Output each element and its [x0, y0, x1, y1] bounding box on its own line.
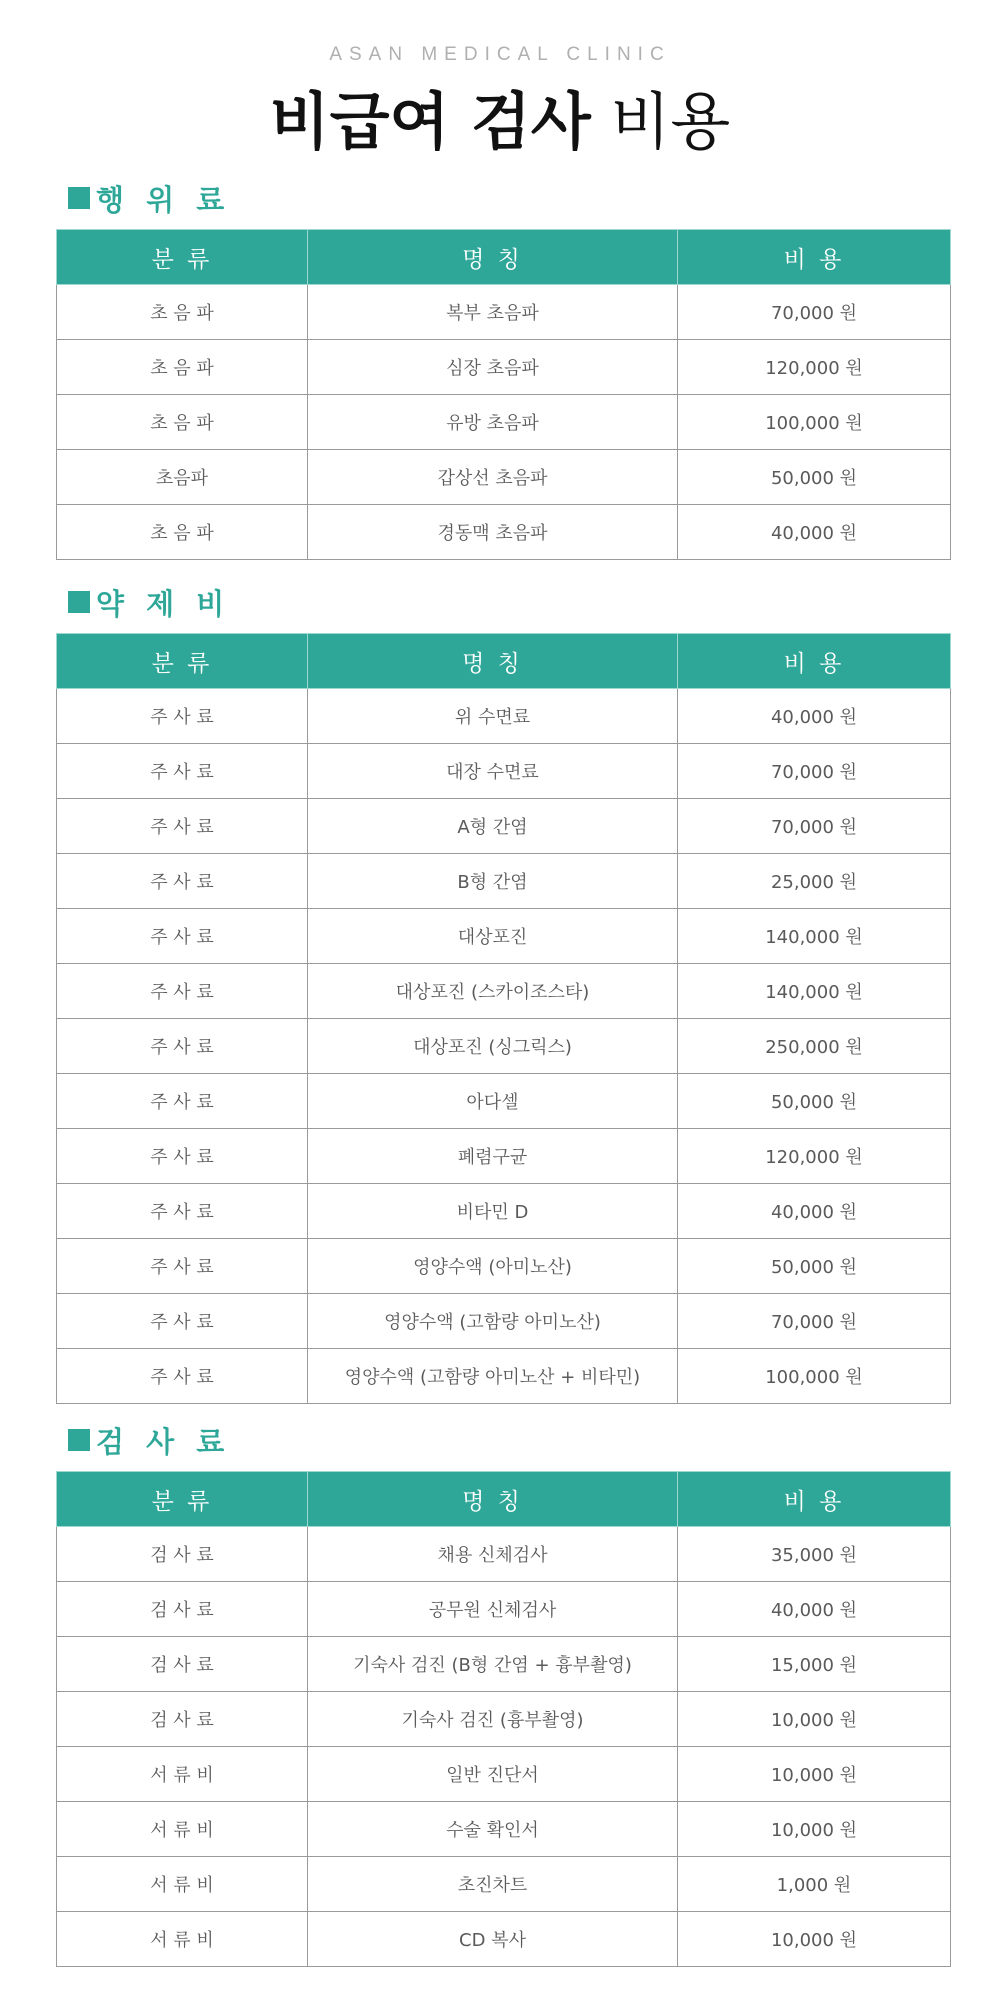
cell-category: 검 사 료: [57, 1692, 308, 1747]
table-header-row: [57, 1472, 951, 1527]
table-row: [57, 744, 951, 799]
cell-category: 주 사 료: [57, 1019, 308, 1074]
cell-price: 250,000 원: [678, 1019, 951, 1074]
cell-price: 1,000 원: [678, 1857, 951, 1912]
cell-category: 서 류 비: [57, 1802, 308, 1857]
header-name: 명 칭: [308, 1472, 678, 1527]
cell-name: 대상포진 (스카이조스타): [308, 964, 678, 1019]
cell-price: 10,000 원: [678, 1692, 951, 1747]
cell-price: 50,000 원: [678, 1239, 951, 1294]
cell-name: 대상포진: [308, 909, 678, 964]
section-title: 약 제 비: [96, 586, 231, 621]
cell-name: 기숙사 검진 (B형 간염 + 흉부촬영): [308, 1637, 678, 1692]
table-row: [57, 964, 951, 1019]
header-price: 비 용: [678, 230, 951, 285]
table-row: [57, 1019, 951, 1074]
cell-price: 40,000 원: [678, 1184, 951, 1239]
price-table: [56, 633, 951, 1404]
cell-category: 주 사 료: [57, 1129, 308, 1184]
cell-price: 15,000 원: [678, 1637, 951, 1692]
cell-name: 초진차트: [308, 1857, 678, 1912]
cell-price: 10,000 원: [678, 1802, 951, 1857]
cell-name: 기숙사 검진 (흉부촬영): [308, 1692, 678, 1747]
cell-name: 대장 수면료: [308, 744, 678, 799]
table-row: [57, 1527, 951, 1582]
cell-category: 주 사 료: [57, 1349, 308, 1404]
cell-price: 40,000 원: [678, 689, 951, 744]
cell-name: CD 복사: [308, 1912, 678, 1967]
cell-category: 주 사 료: [57, 689, 308, 744]
table-row: [57, 340, 951, 395]
cell-category: 서 류 비: [57, 1747, 308, 1802]
cell-price: 40,000 원: [678, 505, 951, 560]
table-body: [57, 689, 951, 1404]
table-row: [57, 285, 951, 340]
section-exam-fees: [56, 1420, 950, 1967]
cell-name: 심장 초음파: [308, 340, 678, 395]
table-header-row: [57, 634, 951, 689]
section-procedure-fees: [56, 178, 950, 560]
header-price: 비 용: [678, 634, 951, 689]
cell-price: 40,000 원: [678, 1582, 951, 1637]
square-bullet-icon: [68, 591, 90, 613]
cell-name: 위 수면료: [308, 689, 678, 744]
brand-name: ASAN MEDICAL CLINIC: [329, 44, 671, 65]
cell-name: 일반 진단서: [308, 1747, 678, 1802]
cell-category: 초 음 파: [57, 285, 308, 340]
cell-category: 주 사 료: [57, 909, 308, 964]
price-table: [56, 1471, 951, 1967]
table-row: [57, 799, 951, 854]
header-category: 분 류: [57, 1472, 308, 1527]
cell-price: 50,000 원: [678, 450, 951, 505]
section-header: [56, 1420, 950, 1460]
header-price: 비 용: [678, 1472, 951, 1527]
cell-category: 검 사 료: [57, 1527, 308, 1582]
table-row: [57, 1912, 951, 1967]
cell-price: 70,000 원: [678, 285, 951, 340]
cell-name: 갑상선 초음파: [308, 450, 678, 505]
cell-name: 아다셀: [308, 1074, 678, 1129]
cell-name: 공무원 신체검사: [308, 1582, 678, 1637]
cell-price: 140,000 원: [678, 964, 951, 1019]
cell-name: 복부 초음파: [308, 285, 678, 340]
section-drug-fees: [56, 582, 950, 1404]
square-bullet-icon: [68, 1429, 90, 1451]
table-row: [57, 1349, 951, 1404]
table-row: [57, 1074, 951, 1129]
cell-name: B형 간염: [308, 854, 678, 909]
table-row: [57, 1637, 951, 1692]
square-bullet-icon: [68, 187, 90, 209]
section-title: 행 위 료: [96, 182, 231, 217]
table-body: [57, 1527, 951, 1967]
section-header: [56, 582, 950, 622]
cell-price: 120,000 원: [678, 340, 951, 395]
table-row: [57, 1184, 951, 1239]
cell-price: 140,000 원: [678, 909, 951, 964]
table-row: [57, 1294, 951, 1349]
cell-name: 비타민 D: [308, 1184, 678, 1239]
section-header: [56, 178, 950, 218]
cell-name: 대상포진 (싱그릭스): [308, 1019, 678, 1074]
cell-price: 70,000 원: [678, 1294, 951, 1349]
cell-category: 검 사 료: [57, 1637, 308, 1692]
cell-price: 10,000 원: [678, 1747, 951, 1802]
cell-price: 120,000 원: [678, 1129, 951, 1184]
cell-category: 서 류 비: [57, 1857, 308, 1912]
cell-name: 채용 신체검사: [308, 1527, 678, 1582]
cell-category: 초음파: [57, 450, 308, 505]
table-row: [57, 1857, 951, 1912]
cell-price: 100,000 원: [678, 1349, 951, 1404]
cell-name: 영양수액 (아미노산): [308, 1239, 678, 1294]
cell-price: 100,000 원: [678, 395, 951, 450]
header-category: 분 류: [57, 230, 308, 285]
header-category: 분 류: [57, 634, 308, 689]
table-row: [57, 1239, 951, 1294]
cell-category: 주 사 료: [57, 964, 308, 1019]
table-header-row: [57, 230, 951, 285]
page-title: [0, 82, 1000, 162]
cell-category: 주 사 료: [57, 744, 308, 799]
cell-price: 25,000 원: [678, 854, 951, 909]
cell-category: 초 음 파: [57, 395, 308, 450]
table-row: [57, 854, 951, 909]
title-bold: 비급여 검사: [269, 85, 591, 158]
price-table: [56, 229, 951, 560]
cell-name: 수술 확인서: [308, 1802, 678, 1857]
cell-price: 35,000 원: [678, 1527, 951, 1582]
header-name: 명 칭: [308, 230, 678, 285]
cell-price: 70,000 원: [678, 799, 951, 854]
cell-name: 유방 초음파: [308, 395, 678, 450]
table-row: [57, 1692, 951, 1747]
cell-name: 폐렴구균: [308, 1129, 678, 1184]
table-body: [57, 285, 951, 560]
cell-name: A형 간염: [308, 799, 678, 854]
table-row: [57, 505, 951, 560]
cell-category: 주 사 료: [57, 1294, 308, 1349]
table-row: [57, 395, 951, 450]
cell-category: 검 사 료: [57, 1582, 308, 1637]
table-row: [57, 1802, 951, 1857]
table-row: [57, 450, 951, 505]
cell-category: 주 사 료: [57, 1184, 308, 1239]
table-row: [57, 689, 951, 744]
cell-price: 70,000 원: [678, 744, 951, 799]
cell-name: 영양수액 (고함량 아미노산): [308, 1294, 678, 1349]
cell-price: 10,000 원: [678, 1912, 951, 1967]
table-row: [57, 1129, 951, 1184]
table-row: [57, 1747, 951, 1802]
cell-category: 주 사 료: [57, 799, 308, 854]
cell-category: 주 사 료: [57, 1074, 308, 1129]
cell-name: 경동맥 초음파: [308, 505, 678, 560]
cell-category: 초 음 파: [57, 340, 308, 395]
table-row: [57, 1582, 951, 1637]
cell-name: 영양수액 (고함량 아미노산 + 비타민): [308, 1349, 678, 1404]
cell-category: 주 사 료: [57, 1239, 308, 1294]
section-title: 검 사 료: [96, 1424, 231, 1459]
title-light: 비용: [610, 85, 731, 158]
cell-category: 서 류 비: [57, 1912, 308, 1967]
cell-category: 주 사 료: [57, 854, 308, 909]
table-row: [57, 909, 951, 964]
cell-price: 50,000 원: [678, 1074, 951, 1129]
cell-category: 초 음 파: [57, 505, 308, 560]
header-name: 명 칭: [308, 634, 678, 689]
